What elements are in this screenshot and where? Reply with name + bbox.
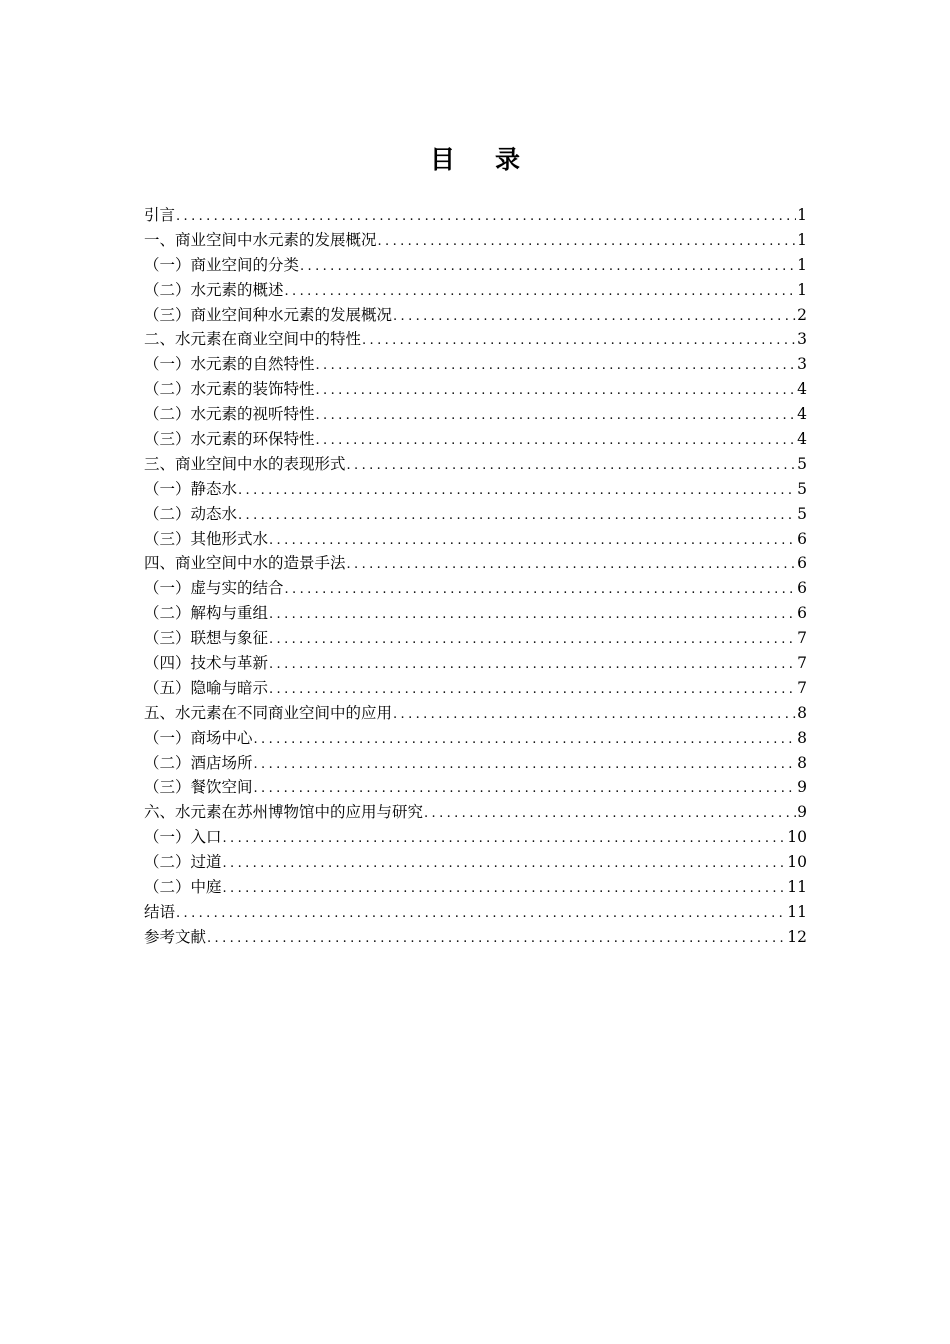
toc-leader-dots bbox=[392, 703, 796, 726]
toc-entry-label: （三）餐饮空间 bbox=[144, 778, 253, 797]
toc-entry-page: 8 bbox=[797, 728, 807, 747]
toc-entry-page: 1 bbox=[797, 206, 807, 224]
toc-entry-label: 结语 bbox=[144, 902, 176, 921]
toc-entry-label: （一）水元素的自然特性 bbox=[144, 355, 315, 374]
toc-entry-label: （四）技术与革新 bbox=[144, 654, 269, 673]
toc-entry[interactable] bbox=[144, 402, 807, 427]
toc-entry[interactable] bbox=[144, 825, 807, 850]
toc-leader-dots bbox=[206, 927, 786, 950]
toc-entry[interactable] bbox=[144, 477, 807, 502]
toc-entry[interactable] bbox=[144, 751, 807, 776]
toc-leader-dots bbox=[222, 827, 787, 850]
toc-leader-dots bbox=[237, 504, 796, 527]
toc-leader-dots bbox=[284, 578, 797, 601]
toc-leader-dots bbox=[268, 678, 796, 701]
toc-entry-page: 11 bbox=[787, 902, 807, 921]
toc-entry-page: 4 bbox=[797, 405, 807, 424]
toc-entry-label: （二）水元素的视听特性 bbox=[144, 405, 315, 424]
toc-leader-dots bbox=[377, 230, 797, 253]
toc-leader-dots bbox=[175, 205, 796, 228]
toc-leader-dots bbox=[237, 479, 796, 502]
toc-leader-dots bbox=[268, 603, 796, 626]
toc-leader-dots bbox=[175, 902, 786, 925]
toc-leader-dots bbox=[222, 852, 787, 875]
toc-entry-page: 5 bbox=[797, 454, 807, 473]
toc-entry-label: 引言 bbox=[144, 206, 176, 224]
toc-entry-page: 9 bbox=[797, 803, 807, 822]
toc-entry[interactable] bbox=[144, 253, 807, 278]
toc-entry-page: 1 bbox=[797, 230, 807, 249]
toc-entry[interactable] bbox=[144, 850, 807, 875]
toc-entry[interactable] bbox=[144, 626, 807, 651]
toc-leader-dots bbox=[346, 454, 797, 477]
toc-entry-page: 12 bbox=[787, 927, 807, 946]
toc-entry[interactable] bbox=[144, 452, 807, 477]
toc-entry[interactable] bbox=[144, 377, 807, 402]
toc-leader-dots bbox=[315, 379, 797, 402]
toc-leader-dots bbox=[315, 429, 797, 452]
toc-entry[interactable] bbox=[144, 800, 807, 825]
toc-entry[interactable] bbox=[144, 576, 807, 601]
toc-entry-page: 4 bbox=[797, 380, 807, 399]
toc-entry[interactable] bbox=[144, 551, 807, 576]
toc-entry-label: （三）商业空间种水元素的发展概况 bbox=[144, 305, 393, 324]
toc-entry-label: （二）酒店场所 bbox=[144, 753, 253, 772]
toc-entry-page: 7 bbox=[797, 654, 807, 673]
toc-entry-page: 6 bbox=[797, 529, 807, 548]
toc-entry-label: （一）商场中心 bbox=[144, 728, 253, 747]
toc-leader-dots bbox=[346, 553, 797, 576]
toc-entry-page: 7 bbox=[797, 629, 807, 648]
toc-entry-label: 二、水元素在商业空间中的特性 bbox=[144, 330, 362, 349]
toc-leader-dots bbox=[268, 529, 796, 552]
toc-leader-dots bbox=[222, 877, 787, 900]
toc-leader-dots bbox=[361, 329, 796, 352]
toc-entry[interactable] bbox=[144, 775, 807, 800]
toc-entry-label: （二）动态水 bbox=[144, 504, 238, 523]
toc-entry-page: 10 bbox=[787, 853, 807, 872]
toc-entry[interactable] bbox=[144, 651, 807, 676]
toc-entry-page: 4 bbox=[797, 430, 807, 449]
toc-leader-dots bbox=[284, 280, 797, 303]
toc-list bbox=[144, 203, 807, 950]
toc-entry[interactable] bbox=[144, 701, 807, 726]
toc-entry[interactable] bbox=[144, 875, 807, 900]
toc-entry-label: 参考文献 bbox=[144, 927, 207, 946]
toc-entry-page: 8 bbox=[797, 703, 807, 722]
toc-entry[interactable] bbox=[144, 278, 807, 303]
toc-entry-label: 五、水元素在不同商业空间中的应用 bbox=[144, 703, 393, 722]
toc-entry-label: （三）水元素的环保特性 bbox=[144, 430, 315, 449]
toc-entry-label: （一）静态水 bbox=[144, 479, 238, 498]
toc-entry[interactable] bbox=[144, 427, 807, 452]
toc-entry-page: 11 bbox=[787, 878, 807, 897]
toc-leader-dots bbox=[392, 305, 796, 328]
toc-entry-page: 1 bbox=[797, 280, 807, 299]
toc-entry-page: 9 bbox=[797, 778, 807, 797]
toc-entry-page: 1 bbox=[797, 255, 807, 274]
toc-entry[interactable] bbox=[144, 502, 807, 527]
toc-leader-dots bbox=[268, 653, 796, 676]
toc-entry-label: （一）商业空间的分类 bbox=[144, 255, 300, 274]
toc-entry-page: 6 bbox=[797, 604, 807, 623]
toc-entry[interactable] bbox=[144, 327, 807, 352]
toc-entry[interactable] bbox=[144, 527, 807, 552]
toc-entry-label: （二）过道 bbox=[144, 853, 222, 872]
toc-entry-page: 7 bbox=[797, 678, 807, 697]
toc-entry-page: 6 bbox=[797, 554, 807, 573]
toc-entry-page: 5 bbox=[797, 504, 807, 523]
toc-entry[interactable] bbox=[144, 203, 807, 228]
toc-entry[interactable] bbox=[144, 228, 807, 253]
toc-entry-page: 2 bbox=[797, 305, 807, 324]
toc-entry-label: （一）虚与实的结合 bbox=[144, 579, 284, 598]
toc-entry[interactable] bbox=[144, 676, 807, 701]
toc-entry-page: 6 bbox=[797, 579, 807, 598]
toc-leader-dots bbox=[423, 802, 796, 825]
toc-title: 目录 bbox=[429, 145, 560, 174]
toc-entry-page: 3 bbox=[797, 330, 807, 349]
toc-entry-label: （五）隐喻与暗示 bbox=[144, 678, 269, 697]
toc-leader-dots bbox=[253, 777, 797, 800]
toc-entry-label: （二）中庭 bbox=[144, 878, 222, 897]
toc-entry-page: 10 bbox=[787, 828, 807, 847]
toc-entry-label: 六、水元素在苏州博物馆中的应用与研究 bbox=[144, 803, 424, 822]
toc-entry[interactable] bbox=[144, 900, 807, 925]
toc-entry[interactable] bbox=[144, 925, 807, 950]
toc-entry-label: 四、商业空间中水的造景手法 bbox=[144, 554, 346, 573]
toc-leader-dots bbox=[299, 255, 796, 278]
toc-leader-dots bbox=[253, 753, 797, 776]
toc-entry-page: 5 bbox=[797, 479, 807, 498]
toc-entry[interactable] bbox=[144, 303, 807, 328]
toc-entry[interactable] bbox=[144, 601, 807, 626]
toc-entry-label: （三）联想与象征 bbox=[144, 629, 269, 648]
toc-entry-label: （三）其他形式水 bbox=[144, 529, 269, 548]
toc-entry[interactable] bbox=[144, 352, 807, 377]
toc-entry-page: 3 bbox=[797, 355, 807, 374]
toc-entry-label: （二）水元素的装饰特性 bbox=[144, 380, 315, 399]
toc-entry-page: 8 bbox=[797, 753, 807, 772]
toc-leader-dots bbox=[253, 728, 797, 751]
toc-entry-label: （一）入口 bbox=[144, 828, 222, 847]
toc-entry[interactable] bbox=[144, 726, 807, 751]
toc-leader-dots bbox=[315, 404, 797, 427]
toc-entry-label: （二）水元素的概述 bbox=[144, 280, 284, 299]
toc-entry-label: （二）解构与重组 bbox=[144, 604, 269, 623]
toc-entry-label: 一、商业空间中水元素的发展概况 bbox=[144, 230, 377, 249]
toc-leader-dots bbox=[315, 354, 797, 377]
toc-entry-label: 三、商业空间中水的表现形式 bbox=[144, 454, 346, 473]
toc-leader-dots bbox=[268, 628, 796, 651]
